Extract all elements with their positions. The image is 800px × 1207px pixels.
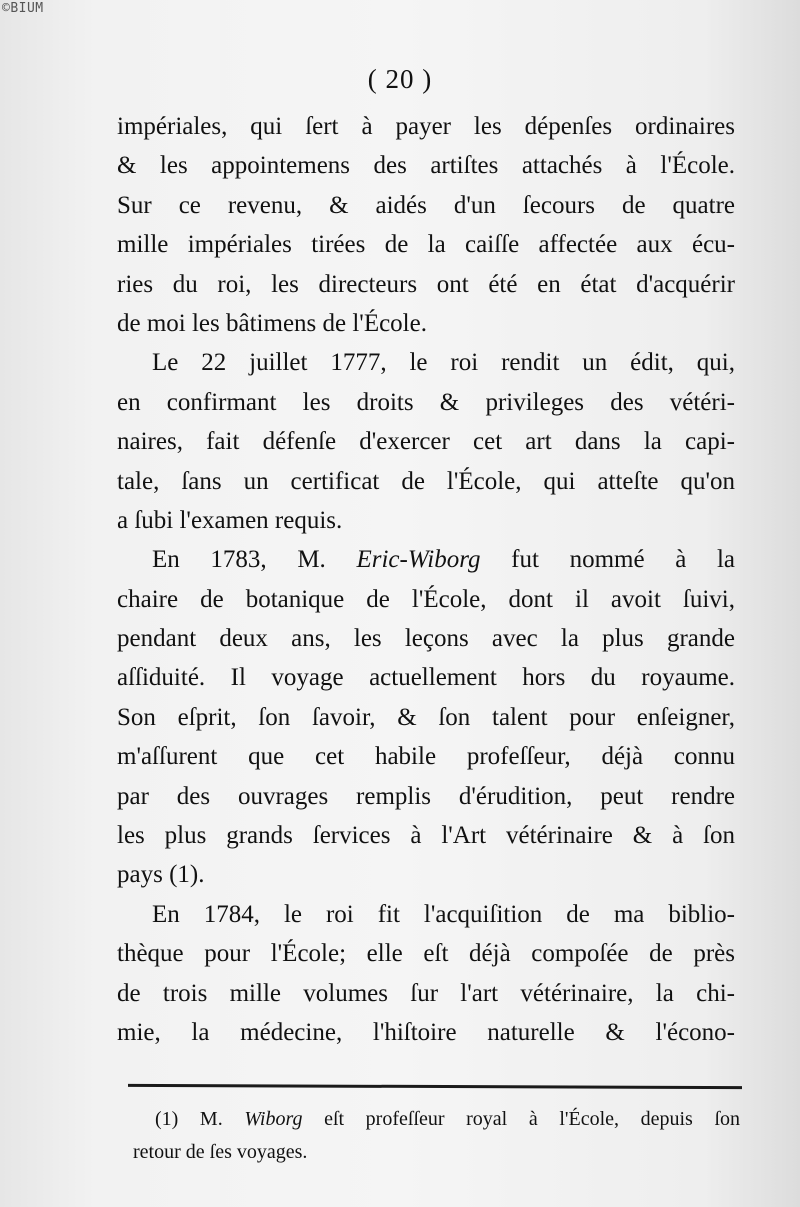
- text-line: Sur ce revenu, & aidés d'un ſecours de quatre: [117, 191, 735, 219]
- text-line: impériales, qui ſert à payer les dépenſes ordinaires: [117, 113, 735, 140]
- text-line: & les appointemens des artiſtes attachés à l'École.: [117, 152, 735, 180]
- footnote-line: retour de ſes voyages.: [133, 1141, 308, 1163]
- text-line: mie, la médecine, l'hiſtoire naturelle & l'écono-: [117, 1018, 735, 1046]
- text-line: de moi les bâtimens de l'École.: [117, 309, 427, 337]
- text-line: Le 22 juillet 1777, le roi rendit un édit, qui,: [152, 349, 735, 377]
- italic-name: Eric-Wiborg: [356, 546, 481, 574]
- text-line: chaire de botanique de l'École, dont il avoit ſuivi,: [117, 585, 735, 613]
- text-line: thèque pour l'École; elle eſt déjà compoſée de près: [117, 940, 735, 968]
- text-line: [117, 540, 735, 579]
- text-line: pays (1).: [117, 861, 205, 889]
- text-line: ries du roi, les directeurs ont été en état d'acquérir: [117, 270, 735, 298]
- footnote-line-text: eſt profeſſeur royal à l'École, depuis ſon: [302, 1108, 740, 1130]
- text-line: par des ouvrages remplis d'érudition, peut rendre: [117, 782, 735, 810]
- text-line: naires, fait défenſe d'exercer cet art dans la capi-: [117, 428, 735, 456]
- text-line-text: En 1783, M.: [152, 546, 357, 574]
- text-line: les plus grands ſervices à l'Art vétérinaire & à ſon: [117, 822, 735, 850]
- text-line: a ſubi l'examen requis.: [117, 506, 343, 534]
- text-line: m'aſſurent que cet habile profeſſeur, déjà connu: [117, 743, 735, 771]
- text-line: de trois mille volumes ſur l'art vétérinaire, la chi-: [117, 979, 735, 1007]
- text-line: aſſiduité. Il voyage actuellement hors du royaume.: [117, 664, 735, 692]
- text-line-text: fut nommé à la: [480, 546, 736, 574]
- footnote: [133, 1103, 740, 1169]
- italic-name: Wiborg: [244, 1108, 303, 1130]
- text-line: en confirmant les droits & privileges des vétéri-: [117, 388, 735, 416]
- watermark: ©BIUM: [2, 1, 44, 16]
- footnote-rule: [128, 1084, 742, 1089]
- text-line: Son eſprit, ſon ſavoir, & ſon talent pour enſeigner,: [117, 703, 735, 731]
- footnote-line-text: (1) M.: [155, 1108, 245, 1130]
- text-line: pendant deux ans, les leçons avec la plus grande: [117, 625, 735, 653]
- footnote-line: [133, 1103, 740, 1136]
- text-line: mille impériales tirées de la caiſſe affectée aux écu-: [117, 231, 735, 259]
- body-text: [117, 107, 735, 1052]
- text-line: En 1784, le roi fit l'acquiſition de ma biblio-: [152, 900, 735, 928]
- text-line: tale, ſans un certificat de l'École, qui atteſte qu'on: [117, 467, 735, 495]
- page-number: ( 20 ): [367, 64, 433, 94]
